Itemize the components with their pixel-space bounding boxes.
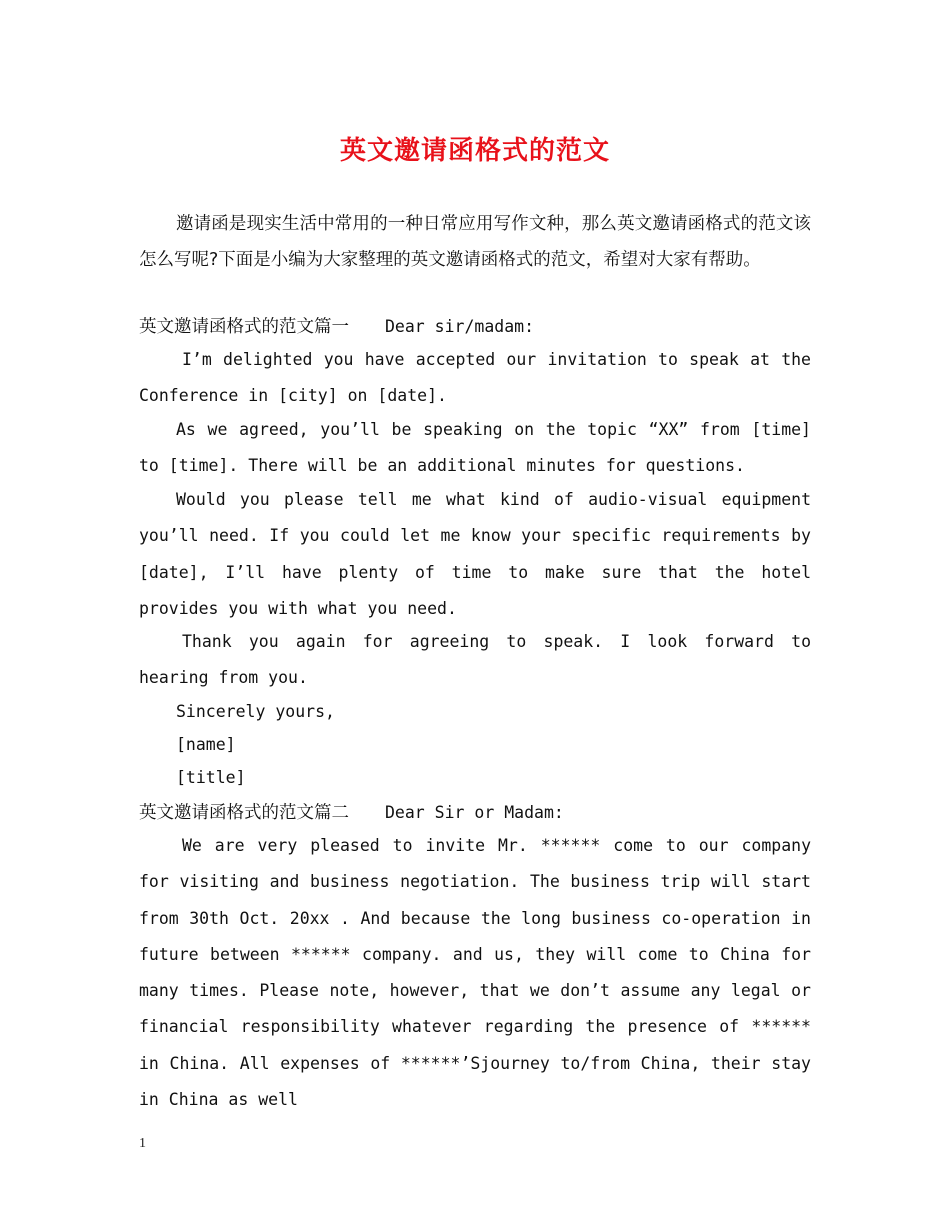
page-number: 1 — [139, 1136, 146, 1151]
sample1-paragraph-3: Would you please tell me what kind of audio-visual equipment you’ll need. If you could let me know your specific requirements by [date], I’ll have plenty of time to make sure that the hotel provides you with what you need. — [139, 490, 811, 618]
document-title: 英文邀请函格式的范文 — [339, 136, 610, 166]
sample1-label: 英文邀请函格式的范文篇一 — [139, 317, 349, 337]
sample1-paragraph-1: I’m delighted you have accepted our invitation to speak at the Conference in [city] on [date]. — [139, 350, 811, 406]
sample1-paragraph-4: Thank you again for agreeing to speak. I look forward to hearing from you. — [139, 632, 811, 688]
sample2-paragraph-1: We are very pleased to invite Mr. ****** come to our company for visiting and business negotiation. The business trip will start from 30th Oct. 20xx . And because the long business co-operation in future between ****** company. and us, they will come to China for many times. Please note, however, that we don’t assume any legal or financial responsibility whatever regarding the presence of ****** in China. All expenses of ******’Sjourney to/from China, their stay in China as well — [139, 836, 811, 1110]
sample2-heading — [139, 800, 811, 827]
sample1-closing: Sincerely yours, — [176, 702, 335, 721]
sample2-label: 英文邀请函格式的范文篇二 — [139, 803, 349, 823]
sample1-title: [title] — [176, 768, 246, 787]
sample1-salutation: Dear sir/madam: — [385, 317, 535, 336]
intro-paragraph: 邀请函是现实生活中常用的一种日常应用写作文种，那么英文邀请函格式的范文该怎么写呢?下面是小编为大家整理的英文邀请函格式的范文，希望对大家有帮助。 — [139, 214, 811, 270]
sample1-name: [name] — [176, 735, 236, 754]
sample1-paragraph-2: As we agreed, you’ll be speaking on the topic “XX” from [time] to [time]. There will be an additional minutes for questions. — [139, 420, 811, 476]
sample2-salutation: Dear Sir or Madam: — [385, 803, 564, 822]
sample1-heading — [139, 314, 811, 341]
